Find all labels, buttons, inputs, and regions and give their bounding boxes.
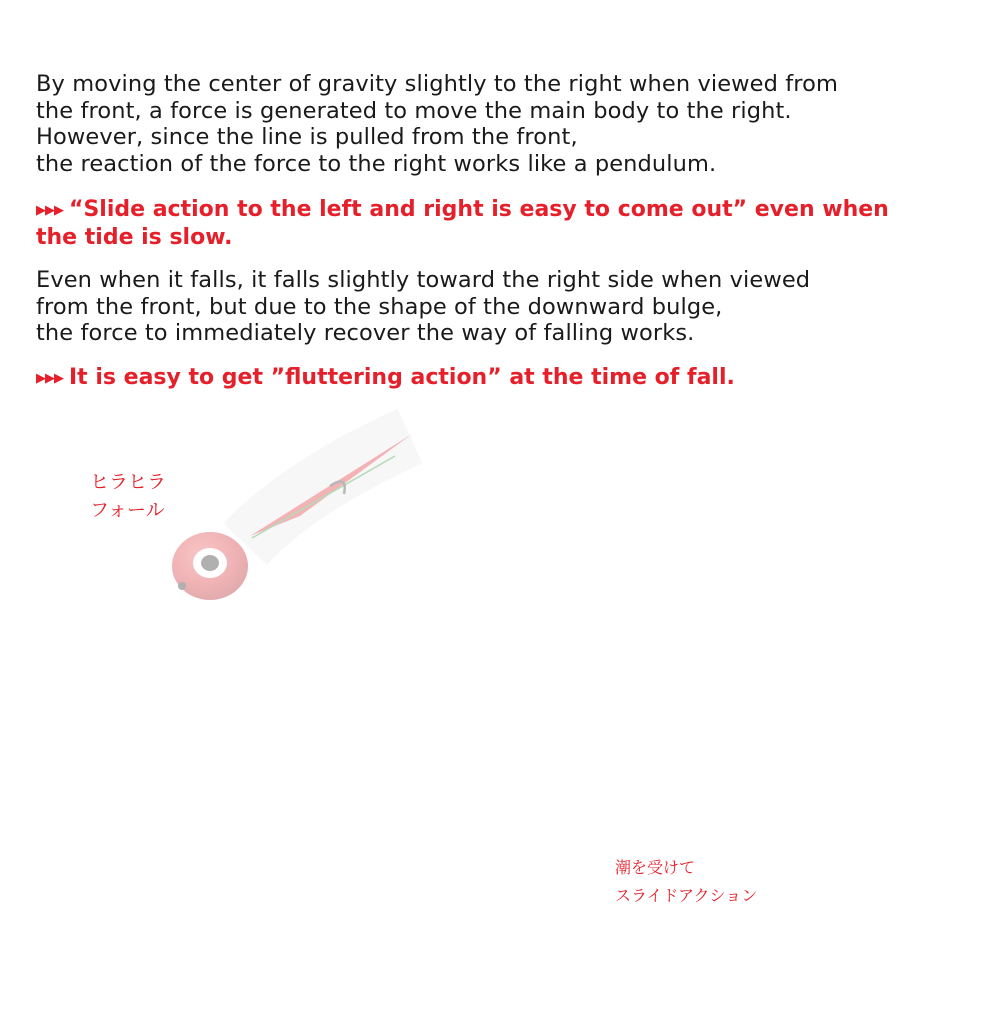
label-line: フォール [90,499,165,521]
text-line: the front, a force is generated to move the main body to the right. [36,97,792,124]
label-line: スライドアクション [615,886,758,905]
fast-forward-icon: ▶▶▶ [36,203,63,218]
paragraph-center-of-gravity [36,71,838,177]
paragraph-fall-recovery [36,267,810,347]
faded-lure-upper [172,434,412,600]
label-fluttering-fall [90,468,166,524]
label-line: 潮を受けて [615,858,696,877]
callout-line: “Slide action to the left and right is easy to come out” even when [69,197,889,222]
label-line: ヒラヒラ [90,471,167,493]
text-line: the reaction of the force to the right works like a pendulum. [36,150,717,177]
callout-text: It is easy to get ”fluttering action” at the time of fall. [69,365,735,390]
label-slide-action [615,854,757,910]
text-line: By moving the center of gravity slightly to the right when viewed from [36,71,838,97]
text-line: However, since the line is pulled from the front, [36,124,578,150]
fast-forward-icon: ▶▶▶ [36,371,63,386]
text-line: from the front, but due to the shape of the downward bulge, [36,293,723,320]
text-line: the force to immediately recover the way of falling works. [36,320,695,346]
callout-fluttering-action [36,364,735,392]
text-line: Even when it falls, it falls slightly toward the right side when viewed [36,267,811,293]
callout-slide-action [36,196,889,251]
callout-line: the tide is slow. [36,225,233,250]
